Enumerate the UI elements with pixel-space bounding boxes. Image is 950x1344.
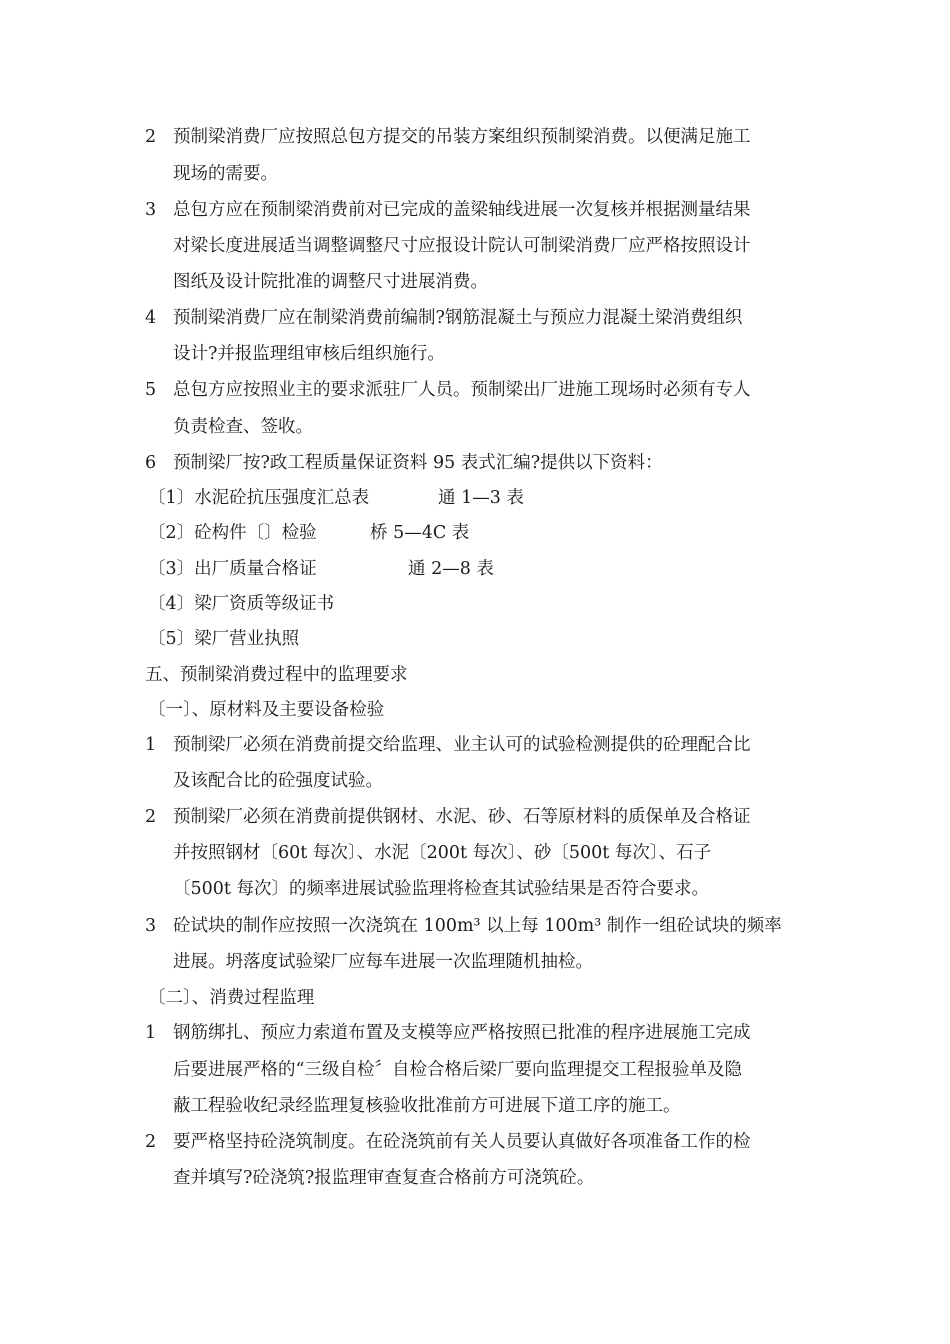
item-number: 2 [145,127,157,147]
item-text: 预制梁厂按?政工程质量保证资料 95 表式汇编?提供以下资料： [173,453,663,473]
item-number: 1 [145,735,157,755]
item-text: 要严格坚持砼浇筑制度。在砼浇筑前有关人员要认真做好各项准备工作的检 [173,1132,751,1152]
item-text: 图纸及设计院批准的调整尺寸进展消费。 [173,272,488,292]
item-text: 蔽工程验收纪录经监理复核验收批准前方可进展下道工序的施工。 [173,1096,681,1116]
item-text: 预制梁消费厂应按照总包方提交的吊装方案组织预制梁消费。以便满足施工 [173,127,751,147]
item-text: 砼试块的制作应按照一次浇筑在 100m³ 以上每 100m³ 制作一组砼试块的频率 [173,916,782,936]
item-number: 6 [145,453,157,473]
doc-name: 〔1〕水泥砼抗压强度汇总表 [148,488,370,508]
doc-name: 〔4〕梁厂资质等级证书 [148,594,335,614]
item-text: 现场的需要。 [173,164,278,184]
item-text: 总包方应在预制梁消费前对已完成的盖梁轴线进展一次复核并根据测量结果 [173,200,751,220]
item-number: 5 [145,380,157,400]
item-text: 总包方应按照业主的要求派驻厂人员。预制梁出厂进施工现场时必须有专人 [173,380,751,400]
item-text: 及该配合比的砼强度试验。 [173,771,383,791]
section-title: 五、预制梁消费过程中的监理要求 [145,665,408,685]
item-number: 3 [145,916,157,936]
doc-form: 通 2—8 表 [408,559,494,579]
item-text: 后要进展严格的“三级自检〞自检合格后梁厂要向监理提交工程报验单及隐 [173,1060,742,1080]
item-text: 对梁长度进展适当调整调整尺寸应报设计院认可制梁消费厂应严格按照设计 [173,236,751,256]
item-text: 查并填写?砼浇筑?报监理审查复查合格前方可浇筑砼。 [173,1168,595,1188]
item-text: 钢筋绑扎、预应力索道布置及支模等应严格按照已批准的程序进展施工完成 [173,1023,751,1043]
item-number: 2 [145,807,157,827]
doc-form: 通 1—3 表 [438,488,524,508]
item-number: 4 [145,308,157,328]
item-text: 预制梁消费厂应在制梁消费前编制?钢筋混凝土与预应力混凝土梁消费组织 [173,308,743,328]
doc-name: 〔3〕出厂质量合格证 [148,559,317,579]
item-number: 3 [145,200,157,220]
doc-name: 〔2〕砼构件〔〕检验 [148,523,317,543]
item-text: 预制梁厂必须在消费前提交给监理、业主认可的试验检测提供的砼理配合比 [173,735,751,755]
doc-form: 桥 5—4C 表 [370,523,470,543]
item-text: 负责检查、签收。 [173,417,313,437]
item-text: 进展。坍落度试验梁厂应每车进展一次监理随机抽检。 [173,952,593,972]
item-text: 设计?并报监理组审核后组织施行。 [173,344,445,364]
item-text: 〔500t 每次〕的频率进展试验监理将检查其试验结果是否符合要求。 [173,879,709,899]
item-number: 2 [145,1132,157,1152]
item-text: 预制梁厂必须在消费前提供钢材、水泥、砂、石等原材料的质保单及合格证 [173,807,751,827]
doc-name: 〔5〕梁厂营业执照 [148,629,300,649]
subsection-title: 〔二〕、消费过程监理 [148,988,315,1008]
item-text: 并按照钢材〔60t 每次〕、水泥〔200t 每次〕、砂〔500t 每次〕、石子 [173,843,712,863]
item-number: 1 [145,1023,157,1043]
subsection-title: 〔一〕、原材料及主要设备检验 [148,700,385,720]
